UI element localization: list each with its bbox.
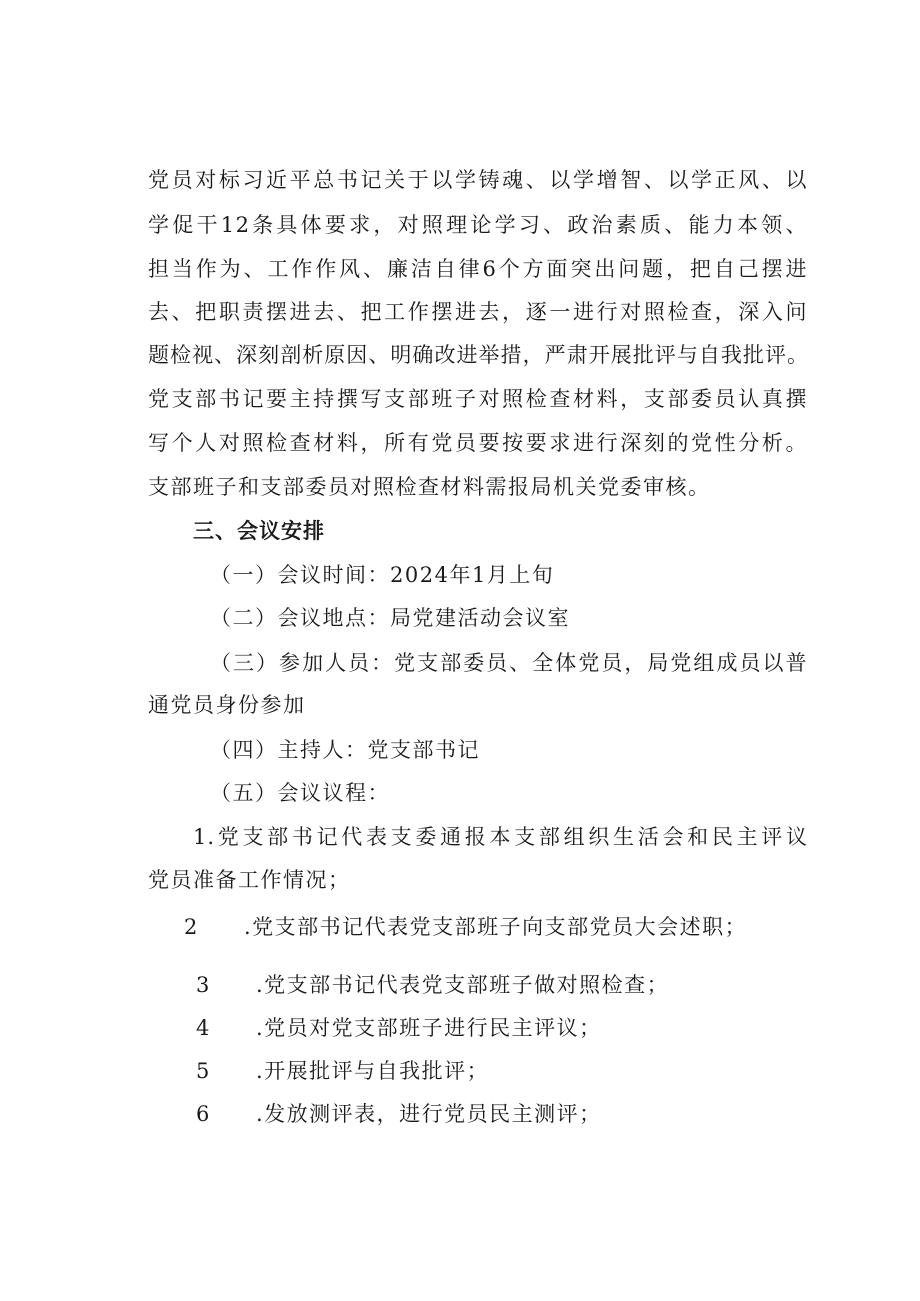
- attendees-line-1: （三）参加人员：党支部委员、全体党员，局党组成员以普: [210, 651, 808, 675]
- agenda-item-5-text: .开展批评与自我批评；: [256, 1059, 490, 1083]
- meeting-host: （四）主持人：党支部书记: [210, 738, 480, 762]
- meeting-place: （二）会议地点：局党建活动会议室: [210, 606, 570, 630]
- paragraph-line-6: 党支部书记要主持撰写支部班子对照检查材料，支部委员认真撰: [148, 387, 808, 411]
- agenda-item-2-text: .党支部书记代表党支部班子向支部党员大会述职；: [244, 915, 748, 939]
- meeting-time: （一）会议时间：2024年1月上旬: [210, 563, 555, 587]
- paragraph-line-3: 担当作为、工作作风、廉洁自律6个方面突出问题，把自己摆进: [148, 257, 808, 281]
- paragraph-line-5: 题检视、深刻剖析原因、明确改进举措，严肃开展批评与自我批评。: [148, 343, 808, 367]
- agenda-item-5-number: 5: [196, 1059, 210, 1083]
- agenda-item-1-line-1: 1.党支部书记代表支委通报本支部组织生活会和民主评议: [193, 825, 808, 849]
- attendees-line-2: 通党员身份参加: [148, 693, 306, 717]
- agenda-item-6-number: 6: [196, 1102, 210, 1126]
- section-heading: 三、会议安排: [193, 519, 325, 543]
- agenda-item-3-number: 3: [196, 973, 210, 997]
- paragraph-line-2: 学促干12条具体要求，对照理论学习、政治素质、能力本领、: [148, 213, 808, 237]
- paragraph-line-8: 支部班子和支部委员对照检查材料需报局机关党委审核。: [148, 475, 711, 499]
- agenda-item-2-number: 2: [184, 915, 198, 939]
- agenda-item-1-line-2: 党员准备工作情况；: [148, 868, 351, 892]
- paragraph-line-7: 写个人对照检查材料，所有党员要按要求进行深刻的党性分析。: [148, 431, 808, 455]
- paragraph-line-4: 去、把职责摆进去、把工作摆进去，逐一进行对照检查，深入问: [148, 300, 808, 324]
- agenda-item-3-text: .党支部书记代表党支部班子做对照检查；: [256, 973, 670, 997]
- paragraph-line-1: 党员对标习近平总书记关于以学铸魂、以学增智、以学正风、以: [148, 168, 808, 192]
- agenda-title: （五）会议议程：: [210, 781, 390, 805]
- agenda-item-4-number: 4: [196, 1016, 210, 1040]
- agenda-item-4-text: .党员对党支部班子进行民主评议；: [256, 1016, 602, 1040]
- agenda-item-6-text: .发放测评表，进行党员民主测评；: [256, 1102, 602, 1126]
